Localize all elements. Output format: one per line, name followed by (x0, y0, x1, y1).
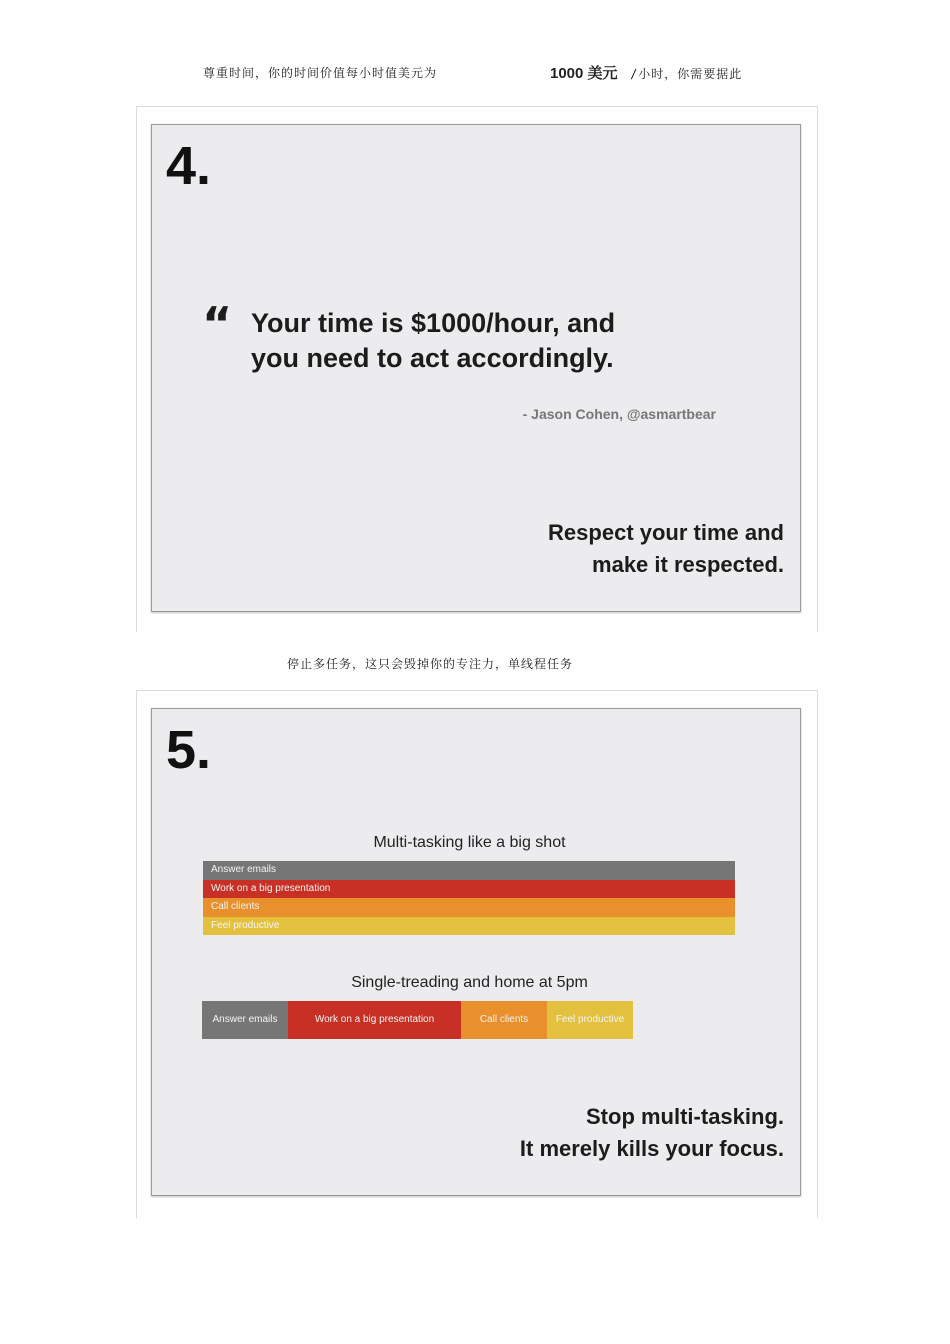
caption-top-right (550, 62, 742, 83)
quote-line-2: you need to act accordingly. (251, 343, 614, 373)
quote-mark-icon: “ (202, 297, 233, 351)
tagline-line-1: Stop multi-tasking. (586, 1104, 784, 1129)
single-threading-segment: Work on a big presentation (288, 1001, 461, 1039)
multitasking-bar: Work on a big presentation (203, 880, 735, 899)
quote-text (251, 306, 771, 376)
slide-5-frame (136, 690, 818, 1218)
multitasking-bar: Answer emails (203, 861, 735, 880)
single-threading-segment: Feel productive (547, 1001, 633, 1039)
slide-4 (151, 124, 801, 612)
multitasking-bar: Call clients (203, 898, 735, 917)
tagline-line-1: Respect your time and (548, 520, 784, 545)
quote-attribution: - Jason Cohen, @asmartbear (522, 406, 716, 422)
quote-line-1: Your time is $1000/hour, and (251, 308, 616, 338)
slide-5 (151, 708, 801, 1196)
slide-tagline (384, 1101, 784, 1165)
chart-title-single-threading: Single-treading and home at 5pm (351, 974, 588, 991)
multitasking-bar: Feel productive (203, 917, 735, 936)
multitasking-stacked-bars (203, 861, 735, 935)
single-threading-segment: Answer emails (202, 1001, 288, 1039)
caption-top-right-bold: 1000 美元 (550, 65, 618, 82)
tagline-line-2: It merely kills your focus. (519, 1136, 784, 1161)
slide-tagline (384, 517, 784, 581)
caption-top-right-tail: /小时，你需要据此 (630, 67, 743, 81)
single-threading-sequence-bar (202, 1001, 633, 1039)
chart-title-multitasking: Multi-tasking like a big shot (373, 834, 566, 851)
caption-top-left: 尊重时间，你的时间价值每小时值美元为 (203, 66, 438, 80)
slide-4-frame (136, 106, 818, 632)
caption-middle: 停止多任务，这只会毁掉你的专注力，单线程任务 (287, 657, 574, 671)
single-threading-segment: Call clients (461, 1001, 547, 1039)
slide-number: 4. (166, 136, 212, 196)
tagline-line-2: make it respected. (592, 552, 784, 577)
slide-number: 5. (166, 720, 212, 780)
